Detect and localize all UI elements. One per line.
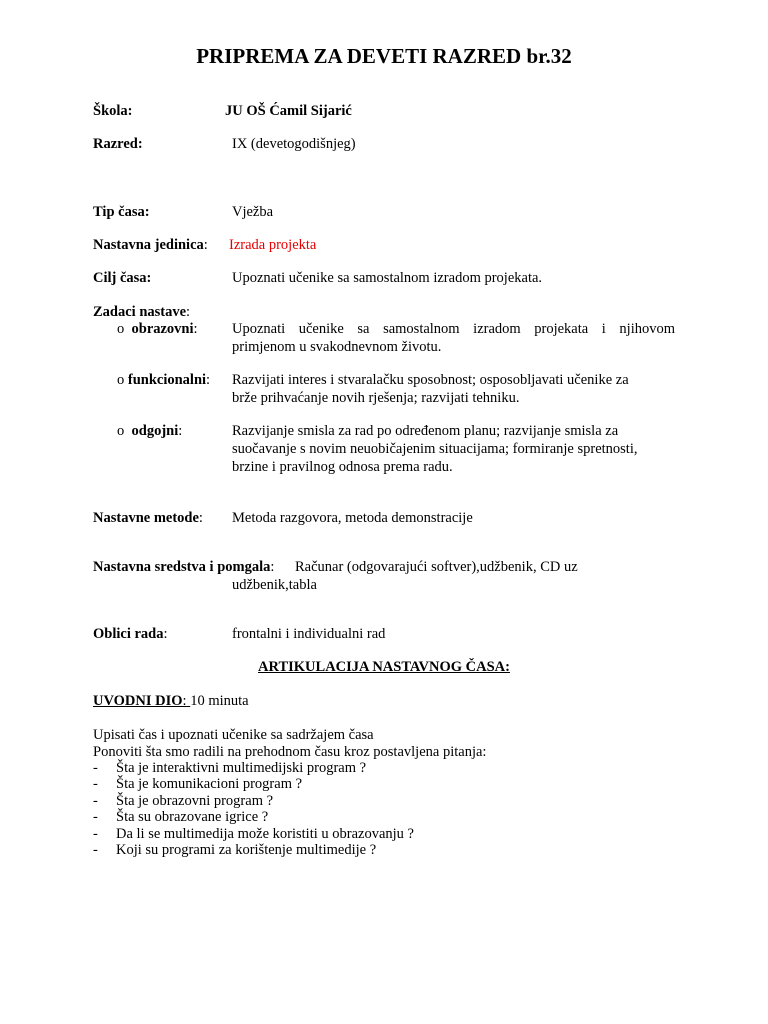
uvodni-colon: : [182,693,187,709]
nastavne-metode-label: Nastavne metode [93,510,199,526]
nastavna-jedinica-row [93,236,208,254]
nastavne-metode-row [93,509,203,527]
skola-label: Škola: [93,103,133,119]
tip-casa-label: Tip časa: [93,204,150,220]
nastavna-sredstva-label: Nastavna sredstva i pomgala [93,559,271,575]
funkcionalni-label: funkcionalni [127,372,207,388]
obrazovni-label: obrazovni [131,321,194,337]
odgojni-line: brzine i pravilnog odnosa prema radu. [232,459,453,475]
funkcionalni-colon: : [206,372,211,388]
obrazovni-colon: : [193,321,198,337]
zadaci-item-odgojni [117,422,182,440]
oblici-rada-row [93,625,168,643]
zadaci-item-obrazovni [117,320,198,338]
uvodni-line2: Ponoviti šta smo radili na prehodnom času kroz postavljena pitanja: [93,744,487,760]
page-title: PRIPREMA ZA DEVETI RAZRED br.32 [196,44,572,68]
obrazovni-line: Upoznati učenike sa samostalnom izradom projekata i njihovom [232,321,675,337]
odgojni-colon: : [178,423,183,439]
nastavne-metode-value: Metoda razgovora, metoda demonstracije [232,510,473,526]
uvodni-heading [93,692,249,710]
odgojni-desc [232,422,675,476]
tip-casa-value: Vježba [232,204,274,220]
funkcionalni-desc [232,371,675,407]
odgojni-line: suočavanje s novim neuobičajenim situacijama; formiranje spretnosti, [232,441,638,457]
nastavne-metode-colon: : [198,510,203,526]
list-item: - Šta je interaktivni multimedijski program ? [93,760,367,776]
odgojni-label: odgojni [131,423,179,439]
uvodni-label: UVODNI DIO [93,693,183,709]
zadaci-heading [93,303,190,321]
nastavna-jedinica-value: Izrada projekta [229,237,317,253]
obrazovni-line: primjenom u svakodnevnom životu. [232,339,442,355]
cilj-casa-label: Cilj časa: [93,270,152,286]
nastavna-jedinica-colon: : [203,237,208,253]
oblici-rada-value: frontalni i individualni rad [232,626,386,642]
list-item: - Šta su obrazovane igrice ? [93,809,269,826]
razred-value: IX (devetogodišnjeg) [232,136,356,152]
razred-label: Razred: [93,136,143,152]
zadaci-colon: : [186,304,191,320]
obrazovni-desc [232,320,675,356]
bullet-marker: o [117,423,125,439]
bullet-marker: o [117,372,125,388]
odgojni-line: Razvijanje smisla za rad po određenom planu; razvijanje smisla za [232,423,619,439]
nastavna-sredstva-line1: Računar (odgovarajući softver),udžbenik, CD uz [295,559,578,575]
list-item: - Koji su programi za korištenje multimedije ? [93,842,377,859]
nastavna-sredstva-colon: : [270,559,275,575]
funkcionalni-line: brže prihvaćanje novih rješenja; razvijati tehniku. [232,390,520,406]
zadaci-item-funkcionalni [117,371,210,389]
skola-value: JU OŠ Ćamil Sijarić [225,103,352,119]
list-item: - Šta je komunikacioni program ? [93,776,303,793]
bullet-marker: o [117,321,125,337]
artikulacija-heading: ARTIKULACIJA NASTAVNOG ČASA: [258,659,510,675]
list-item: - Šta je obrazovni program ? [93,792,274,809]
oblici-rada-label: Oblici rada [93,626,164,642]
uvodni-line1: Upisati čas i upoznati učenike sa sadržajem časa [93,727,374,743]
cilj-casa-value: Upoznati učenike sa samostalnom izradom projekata. [232,270,543,286]
zadaci-label: Zadaci nastave [93,304,187,320]
oblici-rada-colon: : [163,626,168,642]
nastavna-jedinica-label: Nastavna jedinica [93,237,204,253]
nastavna-sredstva-line2: udžbenik,tabla [232,577,317,593]
funkcionalni-line: Razvijati interes i stvaralačku sposobnost; osposobljavati učenike za [232,372,629,388]
uvodni-duration: 10 minuta [190,693,249,709]
list-item: - Da li se multimedija može koristiti u obrazovanju ? [93,825,414,842]
nastavna-sredstva-row [93,558,274,576]
uvodni-question-list [93,760,414,858]
